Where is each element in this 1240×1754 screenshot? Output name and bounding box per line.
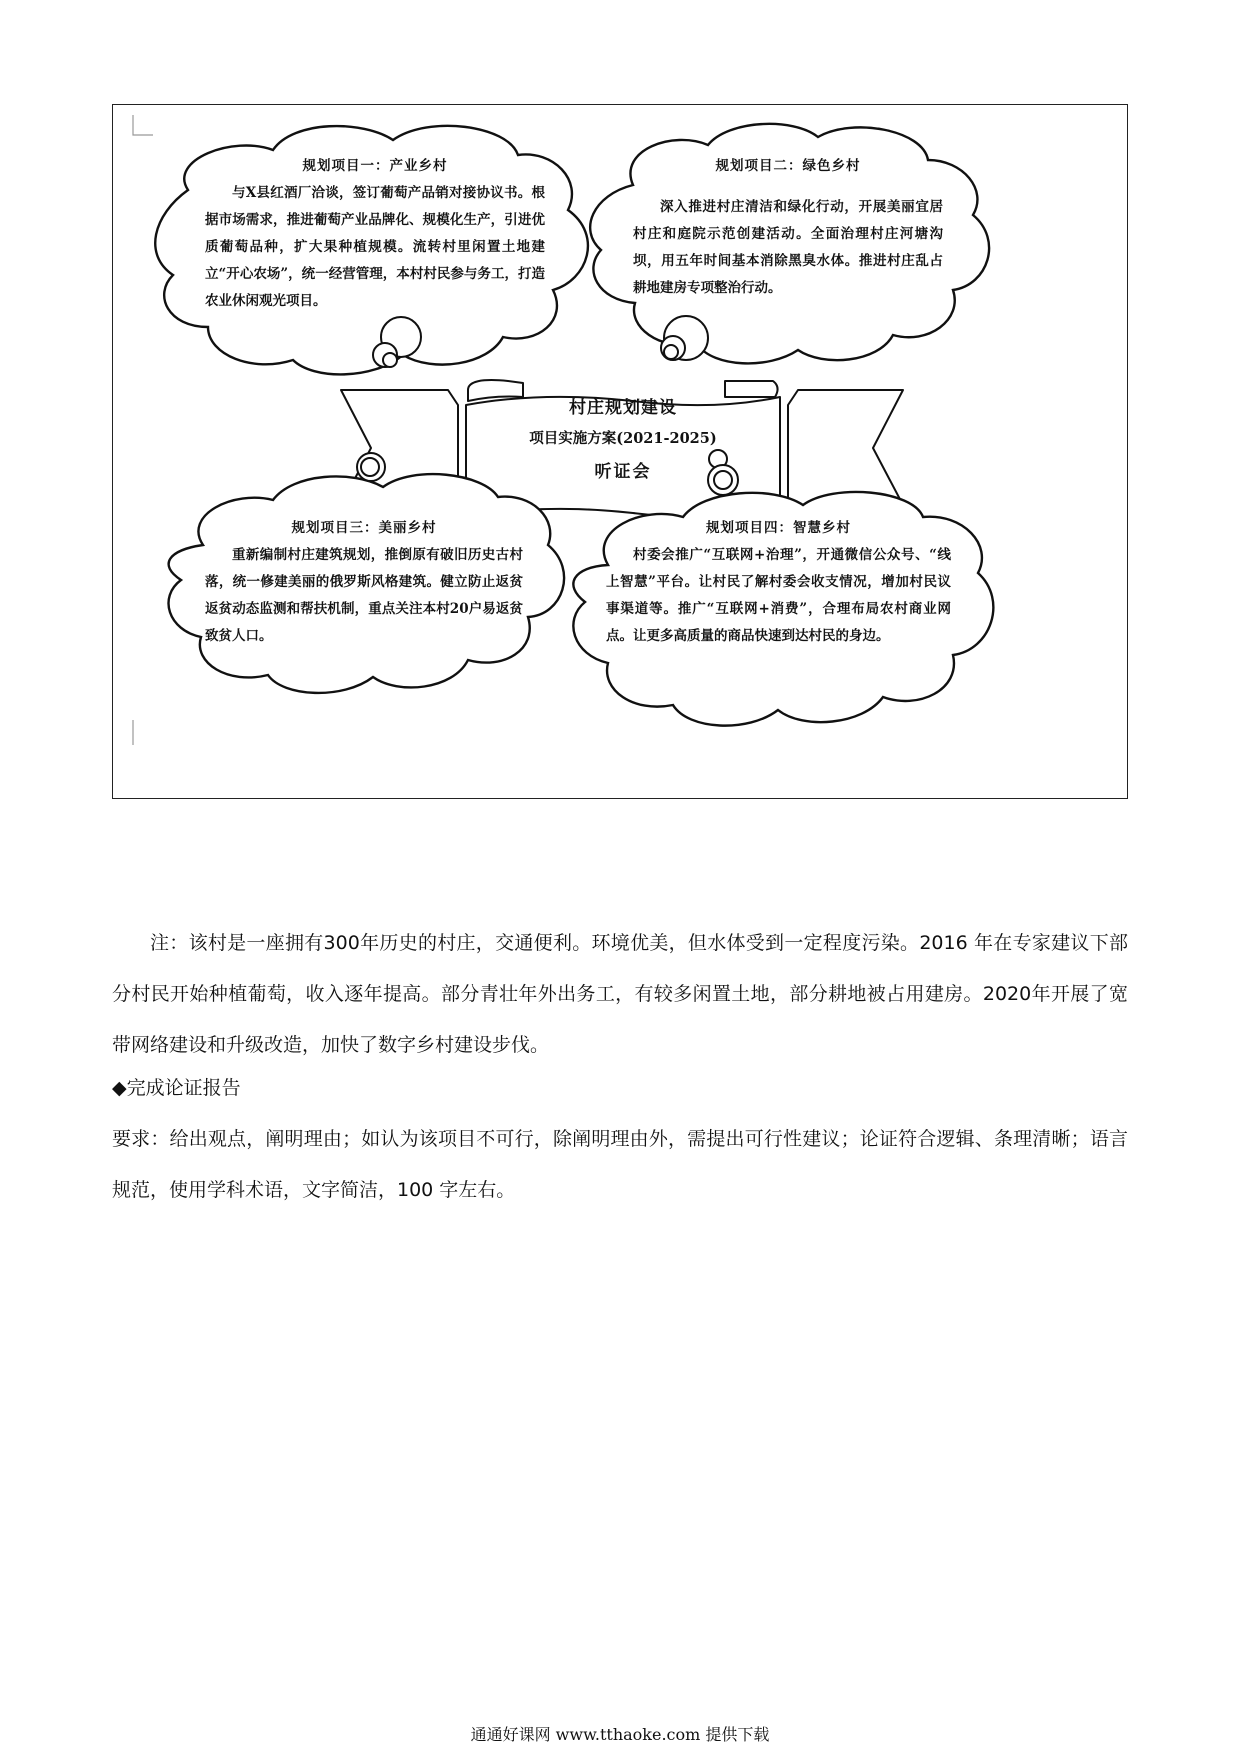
background-note: 注：该村是一座拥有300年历史的村庄，交通便利。环境优美，但水体受到一定程度污染。2016 年在专家建议下部分村民开始种植葡萄，收入逐年提高。部分青壮年外出务工，有较多闲置土地，部分耕地被占用建房。2020年开展了宽带网络建设和升级改造，加快了数字乡村建设步伐。 <box>112 932 1128 1056</box>
project-one-body: 与Ⅹ县红酒厂洽谈，签订葡萄产品销对接协议书。根据市场需求，推进葡萄产业品牌化、规模化生产，引进优质葡萄品种，扩大果种植规模。流转村里闲置土地建立“开心农场”，统一经营管理，本村村民参与务工，打造农业休闲观光项目。 <box>205 185 545 309</box>
task-heading: ◆完成论证报告 <box>112 1077 241 1099</box>
project-three-body: 重新编制村庄建筑规划，推倒原有破旧历史古村落，统一修建美丽的俄罗斯风格建筑。健立防止返贫返贫动态监测和帮扶机制，重点关注本村20户易返贫致贫人口。 <box>205 547 523 644</box>
page-footer: 通通好课网 www.tthaoke.com 提供下载 <box>470 1725 770 1744</box>
project-two-body: 深入推进村庄清洁和绿化行动，开展美丽宜居村庄和庭院示范创建活动。全面治理村庄河塘沟坝，用五年时间基本消除黑臭水体。推进村庄乱占耕地建房专项整治行动。 <box>633 199 943 296</box>
project-two-title: 规划项目二：绿色乡村 <box>715 158 861 174</box>
task-requirement: 要求：给出观点，阐明理由；如认为该项目不可行，除阐明理由外，需提出可行性建议；论证符合逻辑、条理清晰；语言规范，使用学科术语，文字简洁，100 字左右。 <box>112 1128 1128 1201</box>
center-scroll-text <box>473 393 773 489</box>
project-three-text <box>205 515 523 650</box>
project-four-body: 村委会推广“互联网+治理”，开通微信公众号、“线上智慧”平台。让村民了解村委会收支情况，增加村民议事渠道等。推广“互联网+消费”，合理布局农村商业网点。让更多高质量的商品快速到达村民的身边。 <box>606 547 951 644</box>
center-caption: 听证会 <box>594 462 652 482</box>
project-four-title: 规划项目四：智慧乡村 <box>706 520 851 536</box>
project-one-title: 规划项目一：产业乡村 <box>302 158 448 174</box>
center-title: 村庄规划建设 <box>569 398 677 418</box>
project-two-text <box>633 153 943 302</box>
center-subtitle: 项目实施方案(2021-2025) <box>529 430 717 447</box>
project-one-text <box>205 153 545 315</box>
project-four-text <box>606 515 951 650</box>
planning-diagram <box>112 104 1128 799</box>
project-three-title: 规划项目三：美丽乡村 <box>291 520 437 536</box>
